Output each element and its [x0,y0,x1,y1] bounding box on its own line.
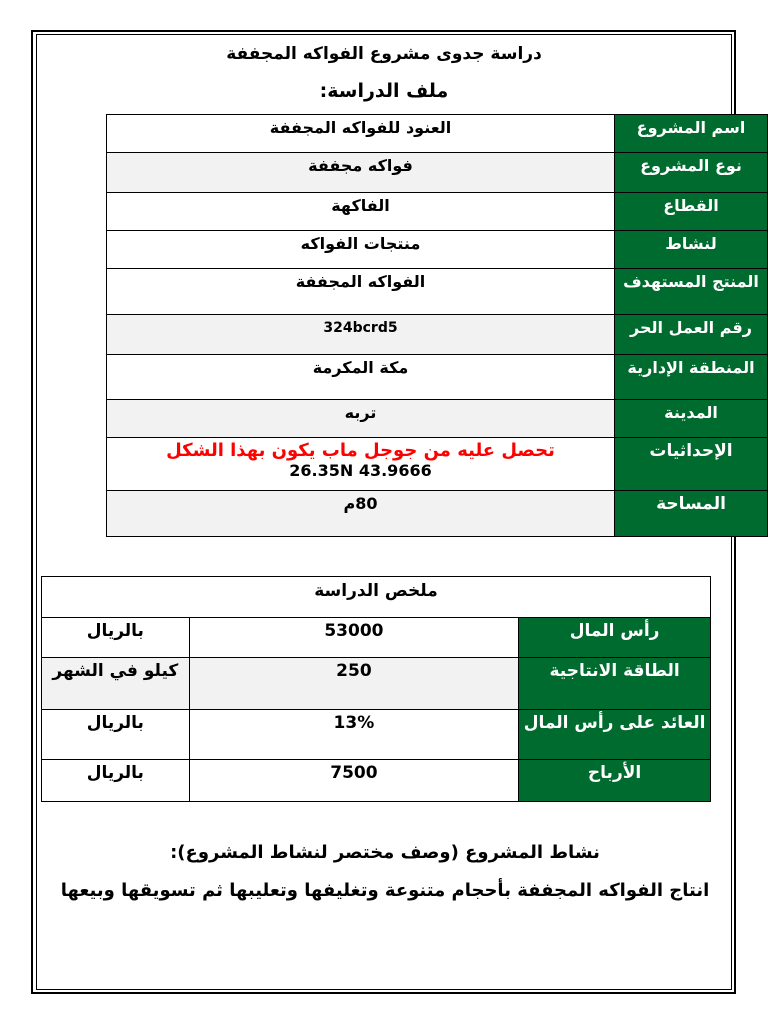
label-project-type: نوع المشروع [615,153,768,193]
table-row [42,577,711,618]
unit-return-on-capital: بالريال [42,710,190,760]
table-row [107,193,768,231]
unit-profits: بالريال [42,760,190,802]
label-profits: الأرباح [519,760,711,802]
value-capital: 53000 [189,618,518,658]
table-row [107,269,768,315]
table-row [42,710,711,760]
value-profits: 7500 [189,760,518,802]
project-profile-table [106,114,768,537]
table-row [107,355,768,400]
unit-capital: بالريال [42,618,190,658]
value-target-product: الفواكه المجففة [107,269,615,315]
table-row [107,315,768,355]
table-row [107,115,768,153]
unit-capacity: كيلو في الشهر [42,658,190,710]
activity-description: انتاج الفواكه المجففة بأحجام متنوعة وتغليفها وتعليبها ثم تسويقها وبيعها [60,880,710,901]
coordinates-value: 26.35N 43.9666 [289,461,432,480]
label-capital: رأس المال [519,618,711,658]
value-activity: منتجات الفواكه [107,231,615,269]
table-row [42,658,711,710]
value-return-on-capital: 13% [189,710,518,760]
value-city: تربه [107,400,615,438]
table-row [107,153,768,193]
label-return-on-capital: العائد على رأس المال [519,710,711,760]
value-sector: الفاكهة [107,193,615,231]
label-area: المساحة [615,491,768,537]
value-freelance-number: 324bcrd5 [107,315,615,355]
table-row [107,491,768,537]
label-region: المنطقة الإدارية [615,355,768,400]
label-coordinates: الإحداثيات [615,438,768,491]
value-coordinates [107,438,615,491]
table-row [107,231,768,269]
file-heading: ملف الدراسة: [319,80,449,102]
label-target-product: المنتج المستهدف [615,269,768,315]
table-row [107,400,768,438]
document-title: دراسة جدوى مشروع الفواكه المجففة [226,44,542,64]
value-area: 80م [107,491,615,537]
label-city: المدينة [615,400,768,438]
label-freelance-number: رقم العمل الحر [615,315,768,355]
summary-heading: ملخص الدراسة [42,577,711,618]
table-row [42,760,711,802]
label-activity: لنشاط [615,231,768,269]
coordinates-note: تحصل عليه من جوجل ماب يكون بهذا الشكل [166,440,555,461]
value-project-name: العنود للفواكه المجففة [107,115,615,153]
label-sector: القطاع [615,193,768,231]
study-summary-table [41,576,711,802]
table-row [107,438,768,491]
value-region: مكة المكرمة [107,355,615,400]
label-project-name: اسم المشروع [615,115,768,153]
value-project-type: فواكه مجففة [107,153,615,193]
value-capacity: 250 [189,658,518,710]
label-capacity: الطاقة الانتاجية [519,658,711,710]
table-row [42,618,711,658]
activity-heading: نشاط المشروع (وصف مختصر لنشاط المشروع): [170,842,600,863]
